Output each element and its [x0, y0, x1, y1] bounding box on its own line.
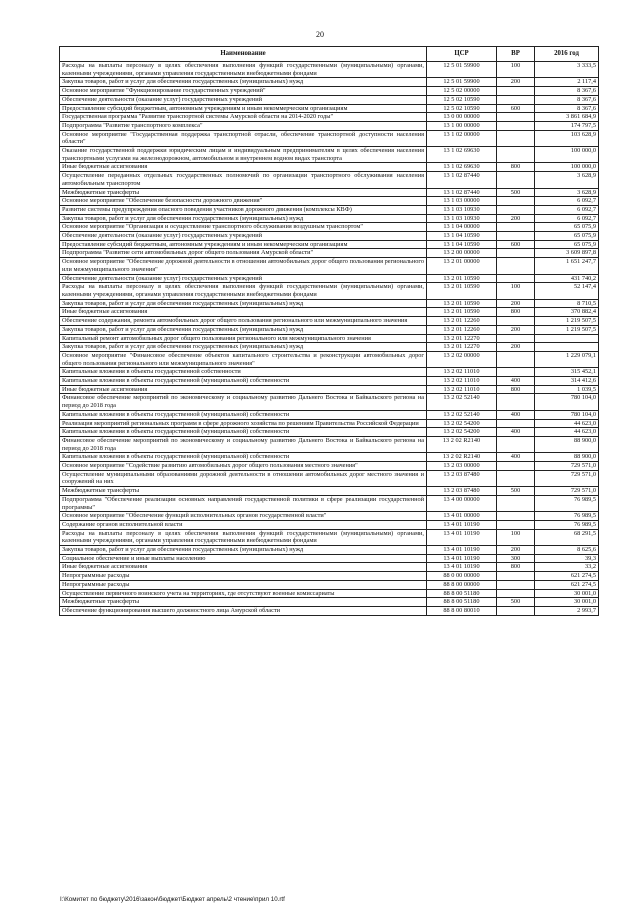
row-amount: [535, 343, 599, 352]
row-name: Закупка товаров, работ и услуг для обеспечения государственных (муниципальных) нужд: [60, 78, 427, 87]
row-name: Закупка товаров, работ и услуг для обеспечения государственных (муниципальных) нужд: [60, 546, 427, 555]
table-row: [60, 410, 599, 419]
row-amount: 3 609 897,8: [535, 249, 599, 258]
row-amount: 3 861 684,9: [535, 113, 599, 122]
row-amount: 8 625,6: [535, 546, 599, 555]
row-name: Закупка товаров, работ и услуг для обеспечения государственных (муниципальных) нужд: [60, 325, 427, 334]
row-vr: [497, 351, 535, 367]
row-csr: 13 2 01 12260: [427, 325, 497, 334]
row-csr: 13 1 03 00000: [427, 197, 497, 206]
row-csr: 13 2 01 10590: [427, 274, 497, 283]
row-amount: 1 229 079,1: [535, 351, 599, 367]
row-csr: 13 4 01 00000: [427, 512, 497, 521]
row-vr: [497, 121, 535, 130]
row-vr: [497, 394, 535, 410]
table-row: [60, 428, 599, 437]
row-name: Осуществление первичного воинского учета на территориях, где отсутствуют военные комиссариаты: [60, 589, 427, 598]
row-name: Капитальный ремонт автомобильных дорог общего пользования регионального или межмуниципального значения: [60, 334, 427, 343]
row-vr: [497, 113, 535, 122]
table-row: [60, 554, 599, 563]
row-vr: [497, 130, 535, 146]
row-csr: 13 2 03 87480: [427, 470, 497, 486]
row-name: Подпрограмма "Обеспечение реализации основных направлений государственной политики в сфере реализации государственной программы": [60, 495, 427, 511]
row-name: Оказание государственной поддержки юридическим лицам и индивидуальным предпринимателям в целях обеспечения населения транспортными услугами на железнодорожном, автомобильном и внутреннем водном видах транспорта: [60, 147, 427, 163]
row-name: Иные бюджетные ассигнования: [60, 385, 427, 394]
row-csr: 13 1 02 87440: [427, 172, 497, 188]
row-csr: 13 1 02 69630: [427, 163, 497, 172]
table-row: [60, 104, 599, 113]
row-csr: 13 1 04 10590: [427, 232, 497, 241]
table-row: [60, 512, 599, 521]
row-name: Непрограммные расходы: [60, 580, 427, 589]
table-row: [60, 520, 599, 529]
table-row: [60, 343, 599, 352]
row-vr: 400: [497, 410, 535, 419]
row-amount: [535, 334, 599, 343]
row-name: Осуществление переданных отдельных государственных полномочий по организации транспортного обслуживания населения автомобильным транспортом: [60, 172, 427, 188]
table-row: [60, 325, 599, 334]
row-amount: 6 092,7: [535, 197, 599, 206]
row-amount: 8 367,6: [535, 87, 599, 96]
row-name: Обеспечение деятельности (оказание услуг) государственных учреждений: [60, 232, 427, 241]
row-name: Предоставление субсидий бюджетным, автономным учреждениям и иным некоммерческим организациям: [60, 240, 427, 249]
row-vr: [497, 419, 535, 428]
row-csr: 13 1 00 00000: [427, 121, 497, 130]
row-vr: 400: [497, 453, 535, 462]
row-csr: 13 2 02 52140: [427, 394, 497, 410]
row-amount: 6 092,7: [535, 205, 599, 214]
header-vr: ВР: [497, 47, 535, 62]
row-name: Социальное обеспечение и иные выплаты населению: [60, 554, 427, 563]
row-name: Капитальные вложения в объекты государственной (муниципальной) собственности: [60, 410, 427, 419]
row-csr: 13 2 02 54200: [427, 419, 497, 428]
table-row: [60, 487, 599, 496]
table-row: [60, 580, 599, 589]
row-name: Обеспечение функционирования высшего должностного лица Амурской области: [60, 607, 427, 616]
row-csr: 13 4 01 10190: [427, 563, 497, 572]
row-vr: [497, 147, 535, 163]
row-csr: 12 5 01 59900: [427, 62, 497, 78]
row-csr: 13 2 02 52140: [427, 410, 497, 419]
row-csr: 13 2 01 10590: [427, 308, 497, 317]
table-row: [60, 368, 599, 377]
budget-table: [59, 46, 599, 616]
row-name: Закупка товаров, работ и услуг для обеспечения государственных (муниципальных) нужд: [60, 214, 427, 223]
row-csr: 88 8 00 51180: [427, 589, 497, 598]
row-amount: 729 571,0: [535, 487, 599, 496]
row-vr: 100: [497, 529, 535, 545]
row-name: Закупка товаров, работ и услуг для обеспечения государственных (муниципальных) нужд: [60, 343, 427, 352]
row-csr: 13 2 02 R2140: [427, 453, 497, 462]
row-amount: 88 900,0: [535, 436, 599, 452]
row-name: Расходы на выплаты персоналу в целях обеспечения выполнения функций государственными (муниципальными) органами, казенными учреждениями, органами управления государственными внебюджетными фондами: [60, 283, 427, 299]
row-csr: 13 4 01 10190: [427, 546, 497, 555]
row-vr: [497, 197, 535, 206]
table-row: [60, 130, 599, 146]
row-vr: 100: [497, 62, 535, 78]
table-row: [60, 563, 599, 572]
row-amount: 68 291,5: [535, 529, 599, 545]
row-csr: 12 5 01 59900: [427, 78, 497, 87]
row-csr: 13 1 04 10590: [427, 240, 497, 249]
row-amount: 3 333,5: [535, 62, 599, 78]
row-vr: 200: [497, 78, 535, 87]
row-amount: 729 571,0: [535, 462, 599, 471]
row-name: Обеспечение деятельности (оказание услуг) государственных учреждений: [60, 95, 427, 104]
row-amount: 76 989,5: [535, 520, 599, 529]
table-row: [60, 299, 599, 308]
row-vr: [497, 572, 535, 581]
row-amount: 3 628,9: [535, 172, 599, 188]
table-row: [60, 283, 599, 299]
row-vr: [497, 95, 535, 104]
table-row: [60, 147, 599, 163]
row-amount: 100 000,0: [535, 163, 599, 172]
row-name: Межбюджетные трансферты: [60, 598, 427, 607]
table-row: [60, 62, 599, 78]
table-row: [60, 462, 599, 471]
table-row: [60, 436, 599, 452]
table-row: [60, 240, 599, 249]
row-vr: 800: [497, 163, 535, 172]
row-vr: [497, 205, 535, 214]
row-name: Расходы на выплаты персоналу в целях обеспечения выполнения функций государственными (муниципальными) органами, казенными учреждениями, органами управления государственными внебюджетными фондами: [60, 529, 427, 545]
row-name: Иные бюджетные ассигнования: [60, 563, 427, 572]
row-csr: 12 5 02 10590: [427, 104, 497, 113]
row-name: Финансовое обеспечение мероприятий по экономическому и социальному развитию Дальнего Востока и Байкальского региона на период до 2018 года: [60, 436, 427, 452]
row-amount: 314 412,6: [535, 377, 599, 386]
row-name: Содержание органов исполнительной власти: [60, 520, 427, 529]
row-amount: 103 628,9: [535, 130, 599, 146]
table-row: [60, 197, 599, 206]
row-name: Реализация мероприятий региональных программ в сфере дорожного хозяйства по решениям Правительства Российской Федерации: [60, 419, 427, 428]
row-csr: 13 4 01 10190: [427, 520, 497, 529]
row-csr: 88 8 00 51180: [427, 598, 497, 607]
page-number: 20: [316, 30, 324, 39]
row-csr: 13 2 01 12270: [427, 343, 497, 352]
table-row: [60, 274, 599, 283]
row-name: Развитие системы предупреждения опасного поведения участников дорожного движения (комплексы КВФ): [60, 205, 427, 214]
row-vr: 200: [497, 325, 535, 334]
table-row: [60, 470, 599, 486]
row-amount: 39,3: [535, 554, 599, 563]
row-vr: 200: [497, 214, 535, 223]
row-vr: 200: [497, 299, 535, 308]
row-vr: [497, 462, 535, 471]
row-csr: 13 2 02 R2140: [427, 436, 497, 452]
header-year: 2016 год: [535, 47, 599, 62]
row-amount: 65 075,9: [535, 223, 599, 232]
row-vr: 800: [497, 308, 535, 317]
row-name: Расходы на выплаты персоналу в целях обеспечения выполнения функций государственными (муниципальными) органами, казенными учреждениями, органами управления государственными внебюджетными фондами: [60, 62, 427, 78]
row-vr: 500: [497, 487, 535, 496]
row-vr: [497, 223, 535, 232]
row-vr: [497, 512, 535, 521]
table-row: [60, 188, 599, 197]
row-vr: [497, 232, 535, 241]
row-amount: 52 147,4: [535, 283, 599, 299]
row-vr: 800: [497, 385, 535, 394]
row-vr: 200: [497, 546, 535, 555]
table-row: [60, 607, 599, 616]
row-name: Осуществление муниципальными образованиями дорожной деятельности в отношении автомобильных дорог местного значения и сооружений на них: [60, 470, 427, 486]
row-name: Межбюджетные трансферты: [60, 487, 427, 496]
table-row: [60, 529, 599, 545]
row-csr: 13 2 00 00000: [427, 249, 497, 258]
table-row: [60, 351, 599, 367]
row-amount: 621 274,5: [535, 580, 599, 589]
row-csr: 13 1 04 00000: [427, 223, 497, 232]
header-csr: ЦСР: [427, 47, 497, 62]
row-csr: 13 2 01 10590: [427, 283, 497, 299]
row-amount: 1 219 507,5: [535, 325, 599, 334]
table-row: [60, 223, 599, 232]
row-vr: [497, 274, 535, 283]
row-csr: 13 1 03 10930: [427, 214, 497, 223]
table-row: [60, 334, 599, 343]
row-vr: 800: [497, 563, 535, 572]
table-row: [60, 87, 599, 96]
row-vr: 200: [497, 343, 535, 352]
row-csr: 13 4 01 10190: [427, 554, 497, 563]
row-csr: 13 2 03 00000: [427, 462, 497, 471]
table-row: [60, 453, 599, 462]
row-amount: 100 000,0: [535, 147, 599, 163]
row-amount: 33,2: [535, 563, 599, 572]
row-amount: 30 001,0: [535, 589, 599, 598]
row-amount: 780 104,0: [535, 410, 599, 419]
row-amount: 621 274,5: [535, 572, 599, 581]
row-amount: 6 092,7: [535, 214, 599, 223]
table-row: [60, 163, 599, 172]
row-amount: 65 075,9: [535, 232, 599, 241]
row-vr: [497, 87, 535, 96]
row-name: Капитальные вложения в объекты государственной (муниципальной) собственности: [60, 377, 427, 386]
table-header-row: [60, 47, 599, 62]
row-amount: 1 219 507,5: [535, 317, 599, 326]
row-vr: 600: [497, 104, 535, 113]
table-row: [60, 258, 599, 274]
row-name: Предоставление субсидий бюджетным, автономным учреждениям и иным некоммерческим организациям: [60, 104, 427, 113]
row-name: Основное мероприятие "Содействие развитию автомобильных дорог общего пользования местного значения": [60, 462, 427, 471]
row-amount: 780 104,0: [535, 394, 599, 410]
row-amount: 8 367,6: [535, 104, 599, 113]
row-name: Обеспечение деятельности (оказание услуг) государственных учреждений: [60, 274, 427, 283]
row-csr: 13 2 02 11010: [427, 377, 497, 386]
table-row: [60, 317, 599, 326]
row-amount: 44 623,0: [535, 428, 599, 437]
table-row: [60, 232, 599, 241]
row-name: Основное мероприятие "Организация и осуществление транспортного обслуживания воздушным транспортом": [60, 223, 427, 232]
row-name: Государственная программа "Развитие транспортной системы Амурской области на 2014-2020 годы": [60, 113, 427, 122]
row-amount: 2 993,7: [535, 607, 599, 616]
row-csr: 13 2 02 11010: [427, 368, 497, 377]
row-vr: [497, 520, 535, 529]
row-name: Основное мероприятие "Финансовое обеспечение объектов капитального строительства и реконструкции автомобильных дорог общего пользования регионального или межмуниципального значения": [60, 351, 427, 367]
row-name: Основное мероприятие "Обеспечение безопасности дорожного движения": [60, 197, 427, 206]
row-csr: 88 8 00 00000: [427, 580, 497, 589]
table-row: [60, 546, 599, 555]
table-row: [60, 172, 599, 188]
row-name: Финансовое обеспечение мероприятий по экономическому и социальному развитию Дальнего Востока и Байкальского региона на период до 2018 года: [60, 394, 427, 410]
row-name: Закупка товаров, работ и услуг для обеспечения государственных (муниципальных) нужд: [60, 299, 427, 308]
row-amount: 88 900,0: [535, 453, 599, 462]
table-row: [60, 308, 599, 317]
row-name: Непрограммные расходы: [60, 572, 427, 581]
row-name: Основное мероприятие "Обеспечение функций исполнительных органов государственной власти": [60, 512, 427, 521]
row-vr: [497, 317, 535, 326]
row-amount: 370 882,4: [535, 308, 599, 317]
row-csr: 13 1 02 00000: [427, 130, 497, 146]
row-vr: [497, 580, 535, 589]
row-vr: [497, 495, 535, 511]
row-name: Основное мероприятие "Государственная поддержка транспортной отрасли, обеспечение транспортной доступности населения области": [60, 130, 427, 146]
row-vr: 500: [497, 188, 535, 197]
row-name: Капитальные вложения в объекты государственной (муниципальной) собственности: [60, 453, 427, 462]
row-vr: [497, 589, 535, 598]
row-amount: 8 710,5: [535, 299, 599, 308]
footer-file-path: I:\Комитет по бюджету\2016\закон\бюджет\Бюджет апрель\2 чтение\прил 10.rtf: [60, 896, 285, 903]
table-row: [60, 95, 599, 104]
row-amount: 30 001,0: [535, 598, 599, 607]
row-vr: [497, 368, 535, 377]
row-amount: 44 623,0: [535, 419, 599, 428]
row-name: Основное мероприятие "Обеспечение дорожной деятельности в отношении автомобильных дорог общего пользования регионального или межмуниципального значения": [60, 258, 427, 274]
row-csr: 88 8 00 80010: [427, 607, 497, 616]
row-vr: [497, 436, 535, 452]
row-name: Межбюджетные трансферты: [60, 188, 427, 197]
row-csr: 13 2 02 00000: [427, 351, 497, 367]
row-name: Обеспечение содержания, ремонта автомобильных дорог общего пользования регионального или межмуниципального значения: [60, 317, 427, 326]
header-name: Наименование: [60, 47, 427, 62]
row-csr: 12 5 02 10590: [427, 95, 497, 104]
row-name: Капитальные вложения в объекты государственной собственности: [60, 368, 427, 377]
row-csr: 13 2 01 00000: [427, 258, 497, 274]
row-csr: 13 0 00 00000: [427, 113, 497, 122]
row-vr: [497, 607, 535, 616]
table-row: [60, 78, 599, 87]
row-amount: 315 452,1: [535, 368, 599, 377]
table-row: [60, 214, 599, 223]
row-vr: [497, 470, 535, 486]
row-csr: 88 0 00 00000: [427, 572, 497, 581]
row-amount: 729 571,0: [535, 470, 599, 486]
row-vr: 300: [497, 554, 535, 563]
table-row: [60, 572, 599, 581]
row-csr: 13 1 02 69630: [427, 147, 497, 163]
table-row: [60, 113, 599, 122]
row-amount: 76 989,5: [535, 495, 599, 511]
row-amount: 431 740,2: [535, 274, 599, 283]
row-amount: 8 367,6: [535, 95, 599, 104]
row-name: Иные бюджетные ассигнования: [60, 308, 427, 317]
table-row: [60, 205, 599, 214]
table-body: [60, 62, 599, 616]
table-row: [60, 121, 599, 130]
table-row: [60, 598, 599, 607]
row-csr: 13 4 01 10190: [427, 529, 497, 545]
row-name: Иные бюджетные ассигнования: [60, 163, 427, 172]
row-vr: 400: [497, 428, 535, 437]
row-amount: 2 117,4: [535, 78, 599, 87]
row-vr: [497, 334, 535, 343]
table-row: [60, 385, 599, 394]
row-vr: 100: [497, 283, 535, 299]
row-amount: 174 797,5: [535, 121, 599, 130]
row-name: Основное мероприятие "Функционирование государственных учреждений": [60, 87, 427, 96]
row-amount: 65 075,9: [535, 240, 599, 249]
row-amount: 1 651 247,7: [535, 258, 599, 274]
row-csr: 13 2 01 10590: [427, 299, 497, 308]
table-row: [60, 394, 599, 410]
table-row: [60, 589, 599, 598]
row-amount: 1 039,5: [535, 385, 599, 394]
row-csr: 13 1 02 87440: [427, 188, 497, 197]
row-vr: [497, 258, 535, 274]
row-vr: [497, 249, 535, 258]
row-name: Капитальные вложения в объекты государственной (муниципальной) собственности: [60, 428, 427, 437]
row-name: Подпрограмма "Развитие сети автомобильных дорог общего пользования Амурской области": [60, 249, 427, 258]
row-csr: 12 5 02 00000: [427, 87, 497, 96]
row-csr: 13 2 01 12270: [427, 334, 497, 343]
row-vr: 400: [497, 377, 535, 386]
row-vr: 500: [497, 598, 535, 607]
row-csr: 13 2 02 11010: [427, 385, 497, 394]
row-name: Подпрограмма "Развитие транспортного комплекса": [60, 121, 427, 130]
row-vr: 600: [497, 240, 535, 249]
row-vr: [497, 172, 535, 188]
row-csr: 13 2 03 87480: [427, 487, 497, 496]
table-row: [60, 419, 599, 428]
table-row: [60, 495, 599, 511]
table-row: [60, 249, 599, 258]
row-csr: 13 1 03 10930: [427, 205, 497, 214]
row-csr: 13 4 00 00000: [427, 495, 497, 511]
row-csr: 13 2 02 54200: [427, 428, 497, 437]
row-amount: 76 989,5: [535, 512, 599, 521]
table-row: [60, 377, 599, 386]
row-amount: 3 628,9: [535, 188, 599, 197]
row-csr: 13 2 01 12260: [427, 317, 497, 326]
